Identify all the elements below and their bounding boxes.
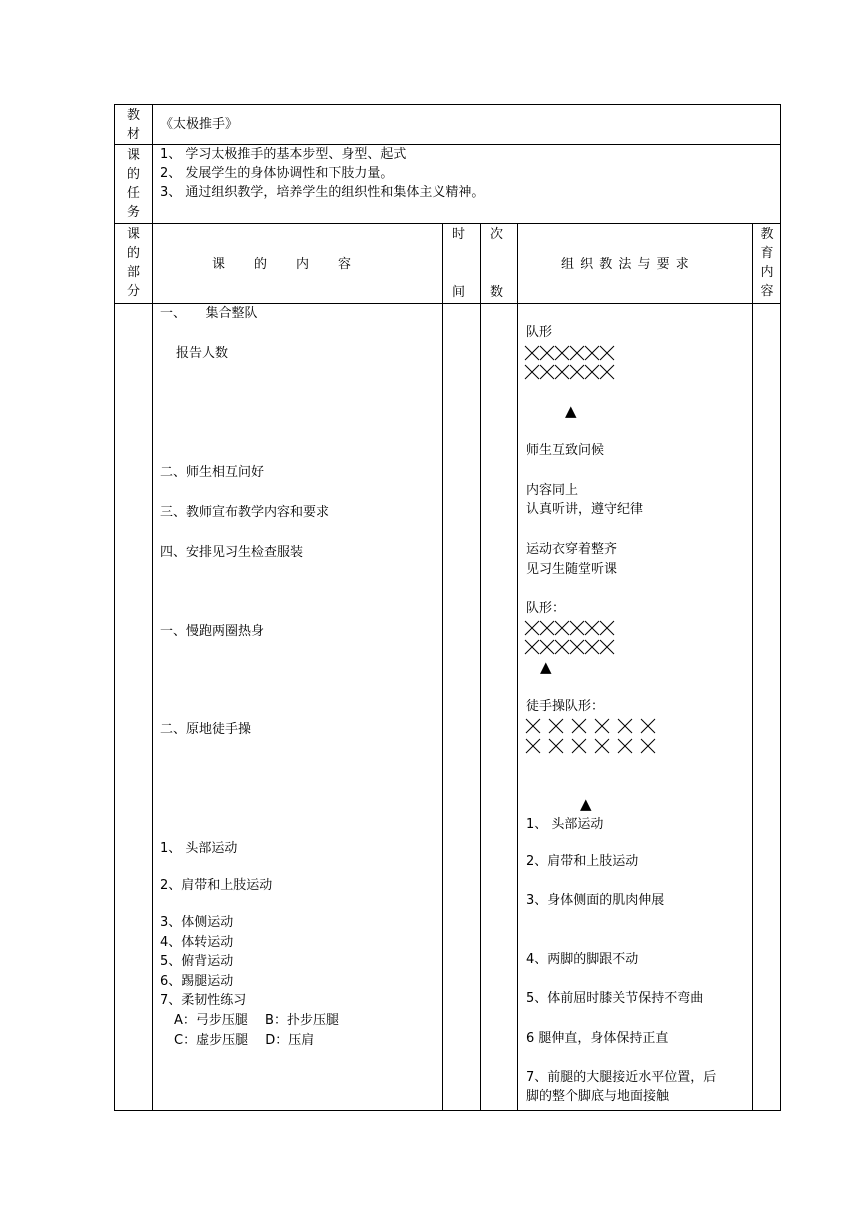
student-markers-row-2 [525, 365, 614, 379]
content-item: 二、师生相互问好 [160, 465, 265, 480]
row-divider-material [114, 144, 781, 145]
task-item: 2、 发展学生的身体协调性和下肢力量。 [160, 166, 394, 181]
time-header-top: 时 [452, 227, 466, 242]
teacher-marker-icon: ▲ [540, 658, 552, 676]
method-item: 见习生随堂听课 [526, 562, 618, 577]
student-markers-row-1 [525, 346, 614, 360]
task-item: 1、 学习太极推手的基本步型、身型、起式 [160, 147, 407, 162]
method-item: 徒手操队形： [526, 699, 605, 714]
method-item: 认真听讲，遵守纪律 [526, 502, 644, 517]
method-item: 5、体前屈时膝关节保持不弯曲 [526, 991, 704, 1006]
count-header-top: 次 [490, 227, 504, 242]
content-item: 1、 头部运动 [160, 841, 238, 856]
method-header: 组 织 教 法 与 要 求 [561, 257, 690, 272]
teacher-marker-icon: ▲ [565, 402, 577, 420]
content-item: 报告人数 [176, 346, 229, 361]
student-markers-row-2 [526, 739, 655, 753]
content-header: 课 的 内 容 [212, 257, 353, 272]
formation-diagram-2 [524, 620, 620, 656]
col-divider-time [480, 223, 481, 1111]
table-border-bottom [114, 1110, 781, 1111]
method-item: 3、身体侧面的肌肉伸展 [526, 893, 665, 908]
method-item: 队形： [526, 601, 566, 616]
content-item: 一、 集合整队 [160, 306, 258, 321]
method-item: 脚的整个脚底与地面接触 [526, 1089, 670, 1104]
count-header-bottom: 数 [490, 285, 504, 300]
content-item: 一、慢跑两圈热身 [160, 624, 265, 639]
row-divider-header [114, 303, 781, 304]
method-item: 2、肩带和上肢运动 [526, 854, 639, 869]
content-item: A：弓步压腿 B：扑步压腿 [174, 1013, 339, 1028]
content-item: 二、原地徒手操 [160, 722, 252, 737]
student-markers-row-2 [525, 640, 614, 654]
row-divider-task [114, 223, 781, 224]
content-item: 2、肩带和上肢运动 [160, 878, 273, 893]
material-value: 《太极推手》 [160, 117, 239, 132]
col-divider-method [752, 223, 753, 1111]
content-item: 三、教师宣布教学内容和要求 [160, 505, 330, 520]
method-item: 内容同上 [526, 483, 579, 498]
col-divider-count [517, 223, 518, 1111]
material-label: 教 材 [126, 108, 140, 142]
section-header: 课 的 部 分 [126, 227, 140, 299]
content-item: 6、踢腿运动 [160, 974, 234, 989]
method-item: 师生互致问候 [526, 443, 605, 458]
student-markers-row-1 [525, 621, 614, 635]
method-item: 4、两脚的脚跟不动 [526, 952, 639, 967]
content-item: 四、安排见习生检查服装 [160, 545, 304, 560]
method-item: 1、 头部运动 [526, 817, 604, 832]
method-item: 6 腿伸直，身体保持正直 [526, 1031, 669, 1046]
teacher-marker-icon: ▲ [580, 795, 592, 813]
task-label: 课 的 任 务 [126, 148, 140, 220]
formation-diagram-1 [524, 345, 620, 381]
education-header: 教 育 内 容 [760, 227, 774, 299]
table-border-top [114, 104, 781, 105]
student-markers-row-1 [526, 719, 655, 733]
content-item: 4、体转运动 [160, 935, 234, 950]
formation-diagram-3 [524, 717, 660, 755]
method-item: 运动衣穿着整齐 [526, 542, 618, 557]
content-item: 7、柔韧性练习 [160, 993, 247, 1008]
col-divider-content [442, 223, 443, 1111]
method-item: 队形 [526, 325, 553, 340]
task-item: 3、 通过组织教学，培养学生的组织性和集体主义精神。 [160, 185, 485, 200]
content-item: C：虚步压腿 D：压肩 [174, 1033, 315, 1048]
content-item: 3、体侧运动 [160, 915, 234, 930]
col-divider-section [152, 104, 153, 1111]
time-header-bottom: 间 [452, 285, 466, 300]
content-item: 5、俯背运动 [160, 954, 234, 969]
method-item: 7、前腿的大腿接近水平位置，后 [526, 1070, 717, 1085]
